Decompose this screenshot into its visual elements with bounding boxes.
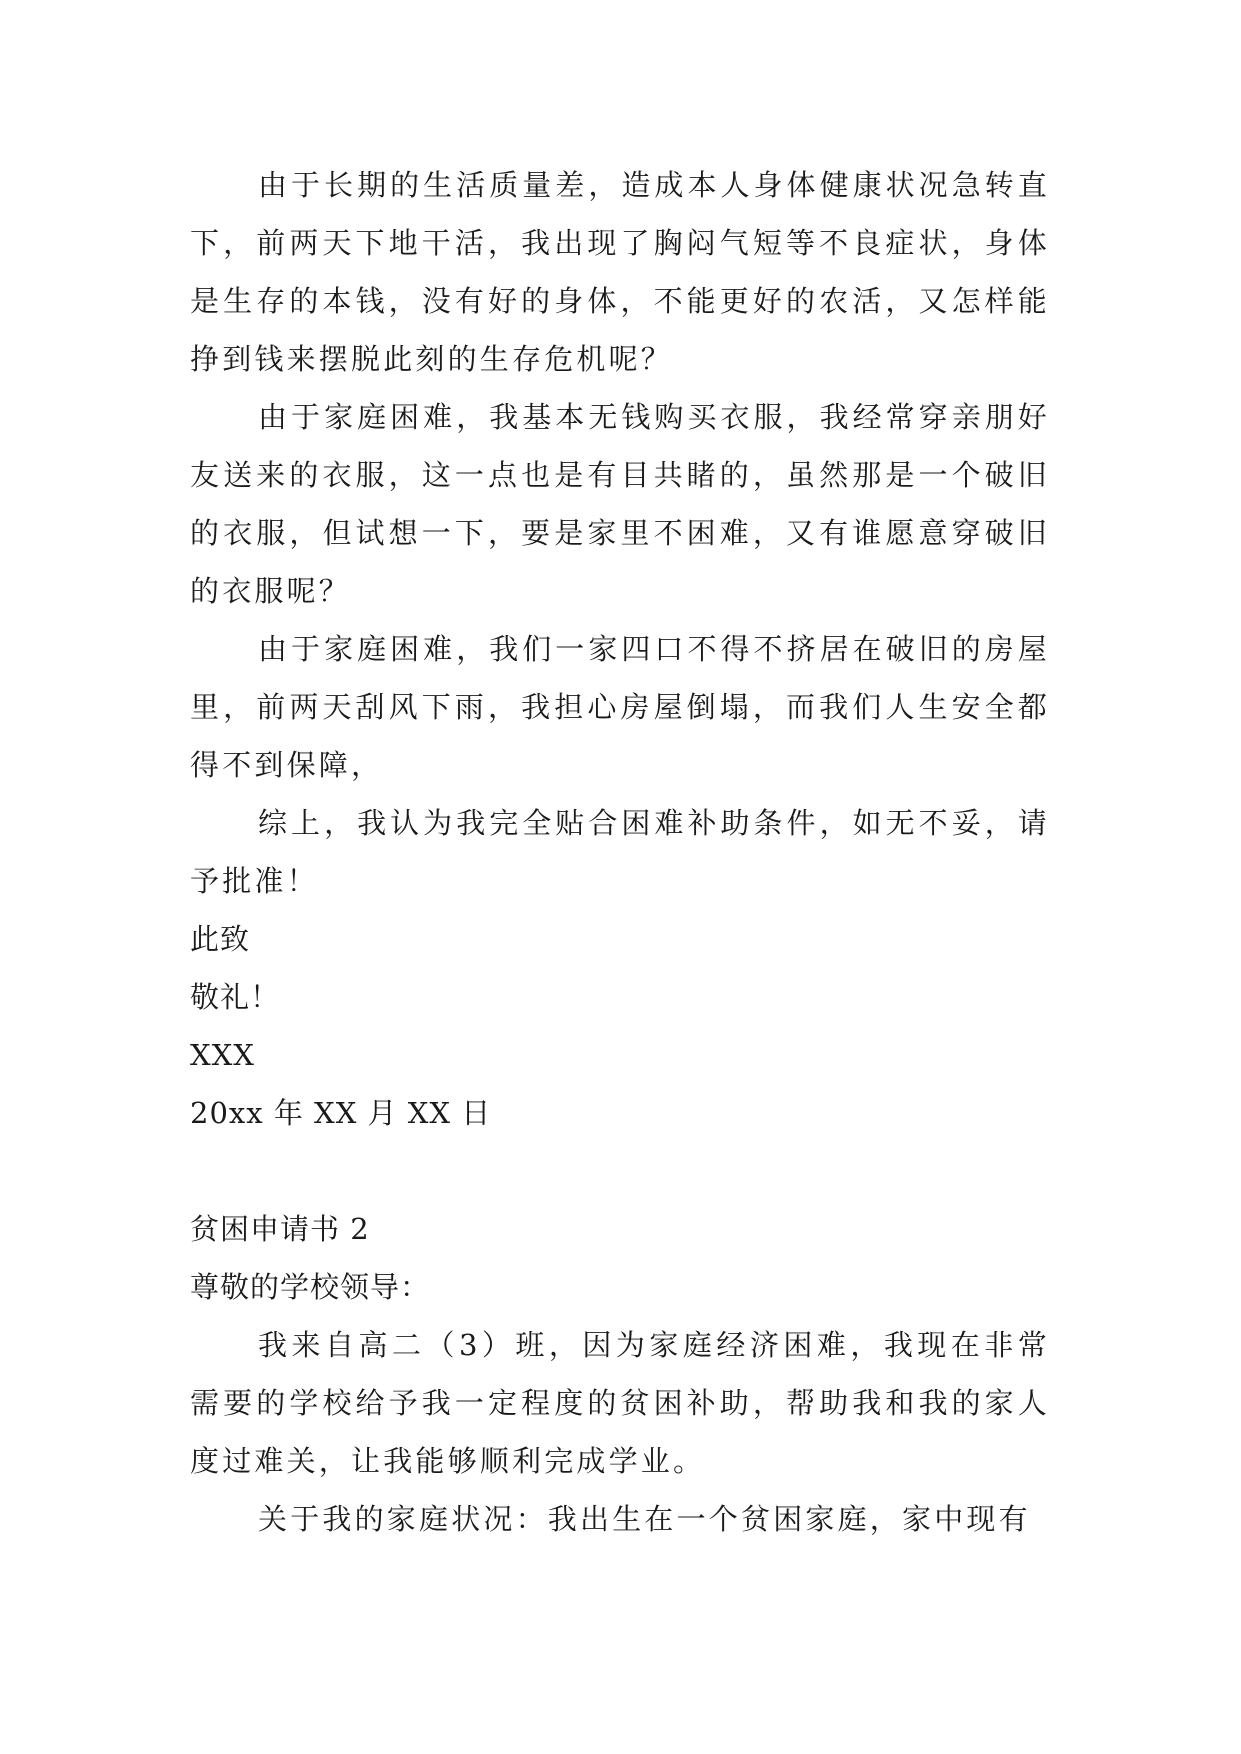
date-line: 20xx 年 XX 月 XX 日 bbox=[190, 1096, 492, 1130]
paragraph-introduction: 我来自高二（3）班，因为家庭经济困难，我现在非常需要的学校给予我一定程度的贫困补助，帮助我和我的家人度过难关，让我能够顺利完成学业。 bbox=[190, 1328, 1050, 1478]
closing-salutation: 此致 bbox=[190, 922, 251, 956]
paragraph-clothing: 由于家庭困难，我基本无钱购买衣服，我经常穿亲朋好友送来的衣服，这一点也是有目共睹的，虽然那是一个破旧的衣服，但试想一下，要是家里不困难，又有谁愿意穿破旧的衣服呢？ bbox=[190, 400, 1050, 608]
section-2-greeting: 尊敬的学校领导： bbox=[190, 1270, 431, 1304]
document-body bbox=[190, 156, 1050, 1548]
paragraph-conclusion: 综上，我认为我完全贴合困难补助条件，如无不妥，请予批准！ bbox=[190, 806, 1050, 898]
paragraph-housing: 由于家庭困难，我们一家四口不得不挤居在破旧的房屋里，前两天刮风下雨，我担心房屋倒塌，而我们人生安全都得不到保障， bbox=[190, 632, 1050, 782]
signature: XXX bbox=[190, 1038, 255, 1072]
section-2-title: 贫困申请书 2 bbox=[190, 1212, 370, 1246]
paragraph-family-status: 关于我的家庭状况：我出生在一个贫困家庭，家中现有 bbox=[258, 1502, 1031, 1536]
paragraph-health: 由于长期的生活质量差，造成本人身体健康状况急转直下，前两天下地干活，我出现了胸闷气短等不良症状，身体是生存的本钱，没有好的身体，不能更好的农活，又怎样能挣到钱来摆脱此刻的生存危机呢？ bbox=[190, 168, 1050, 376]
section-spacer bbox=[190, 1142, 1050, 1200]
closing-regards: 敬礼！ bbox=[190, 980, 281, 1014]
